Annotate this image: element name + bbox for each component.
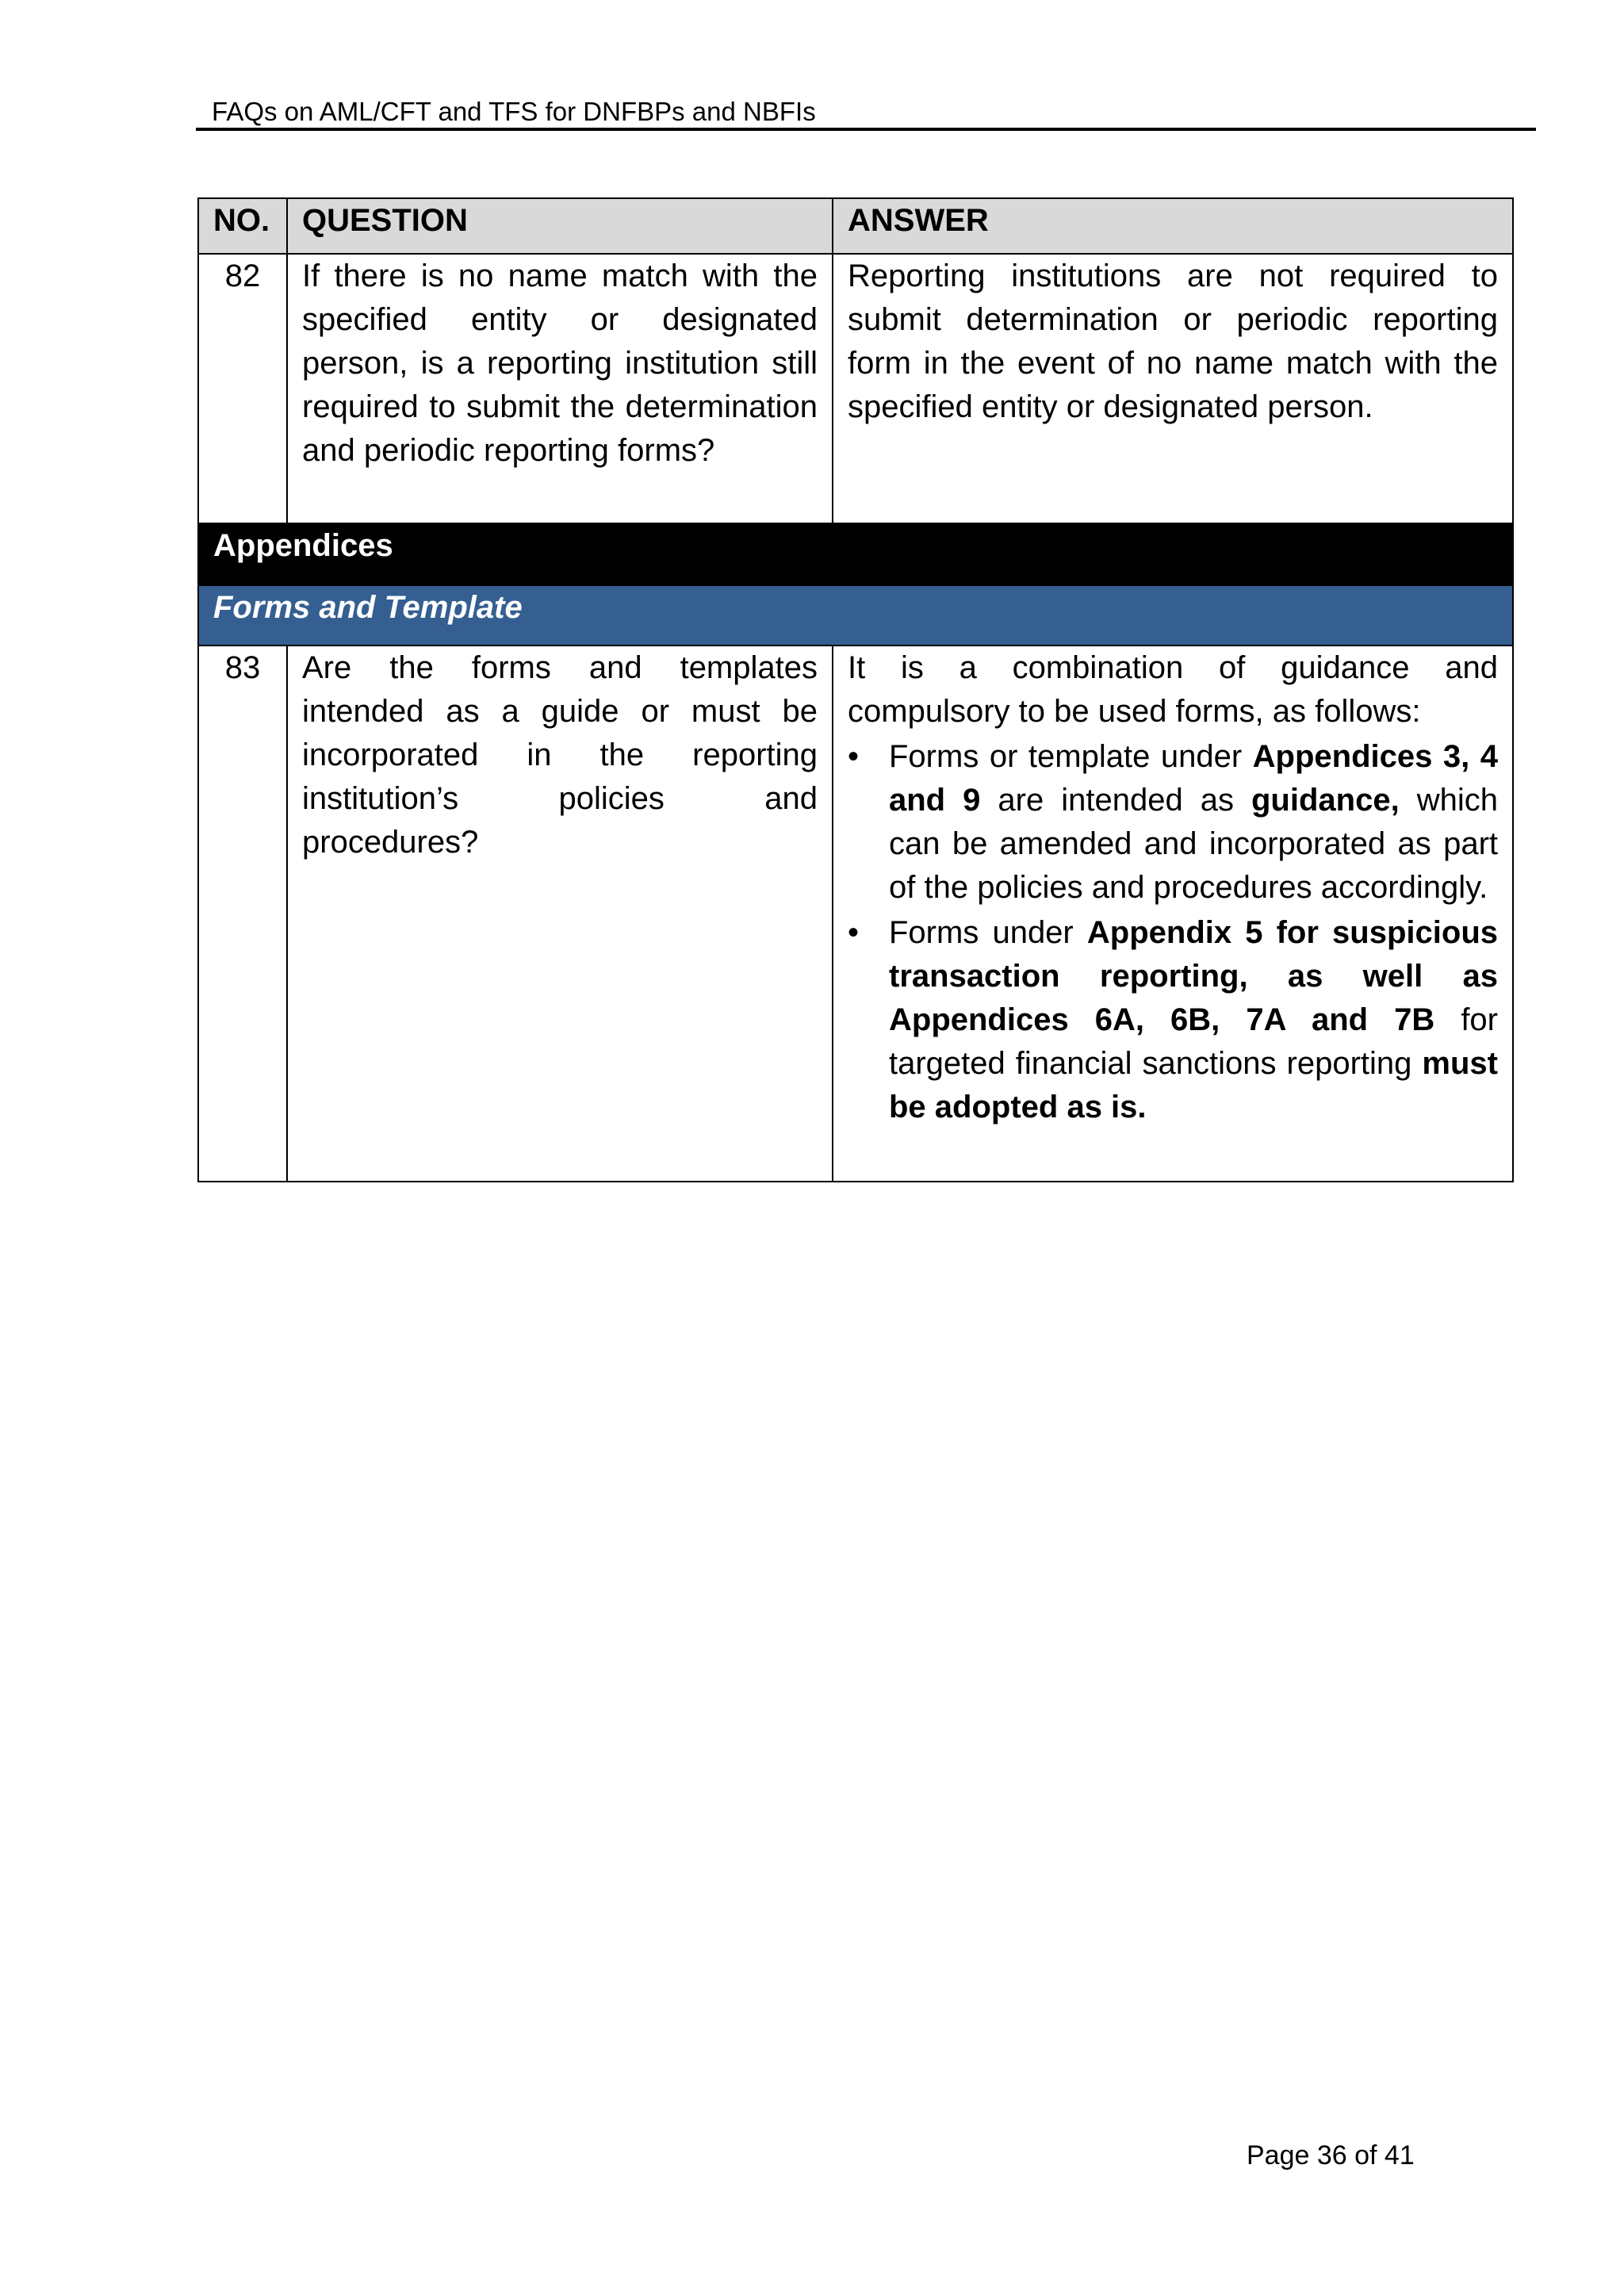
bullet-text: for targeted financial sanctions reporting [889, 1002, 1498, 1081]
section-title: Appendices [198, 523, 1513, 585]
bullet-text: Forms under [889, 915, 1087, 950]
page-number: Page 36 of 41 [1247, 2140, 1415, 2170]
row-number: 83 [198, 646, 287, 1182]
section-row [198, 523, 1513, 585]
subsection-row [198, 585, 1513, 646]
bullet-bold-text: must be adopted as is. [889, 1046, 1498, 1125]
answer-cell [833, 646, 1513, 1182]
answer-list [848, 735, 1498, 1129]
answer-cell: Reporting institutions are not required to submit determination or periodic reporting form in the event of no name match with the specified entity or designated person. [833, 254, 1513, 523]
bullet-icon: • [848, 915, 860, 950]
bullet-bold-text: Appendix 5 for suspicious transaction reporting, as well as Appendices 6A, 6B, 7A and 7B [889, 915, 1499, 1037]
header-title: FAQs on AML/CFT and TFS for DNFBPs and NBFIs [212, 97, 816, 126]
answer-intro: It is a combination of guidance and compulsory to be used forms, as follows: [848, 650, 1498, 729]
column-header-question: QUESTION [287, 198, 833, 254]
table-row [198, 646, 1513, 1182]
faq-table [197, 197, 1514, 1182]
table-row [198, 254, 1513, 523]
list-item [848, 735, 1498, 910]
question-cell: If there is no name match with the specified entity or designated person, is a reporting institution still required to submit the determination and periodic reporting forms? [287, 254, 833, 523]
bullet-bold-text: Appendices 3, 4 and 9 [889, 739, 1498, 818]
bullet-text: are intended as [980, 783, 1251, 818]
bullet-text: Forms or template under [889, 739, 1253, 774]
table-header-row [198, 198, 1513, 254]
page-header [196, 91, 1536, 131]
subsection-title: Forms and Template [198, 585, 1513, 646]
column-header-answer: ANSWER [833, 198, 1513, 254]
list-item [848, 911, 1498, 1129]
bullet-icon: • [848, 739, 860, 774]
bullet-text: which can be amended and incorporated as part of the policies and procedures accordingly. [889, 783, 1498, 905]
bullet-bold-text: guidance, [1251, 783, 1400, 818]
row-number: 82 [198, 254, 287, 523]
column-header-no: NO. [198, 198, 287, 254]
question-cell: Are the forms and templates intended as a guide or must be incorporated in the reporting institution’s policies and procedures? [287, 646, 833, 1182]
